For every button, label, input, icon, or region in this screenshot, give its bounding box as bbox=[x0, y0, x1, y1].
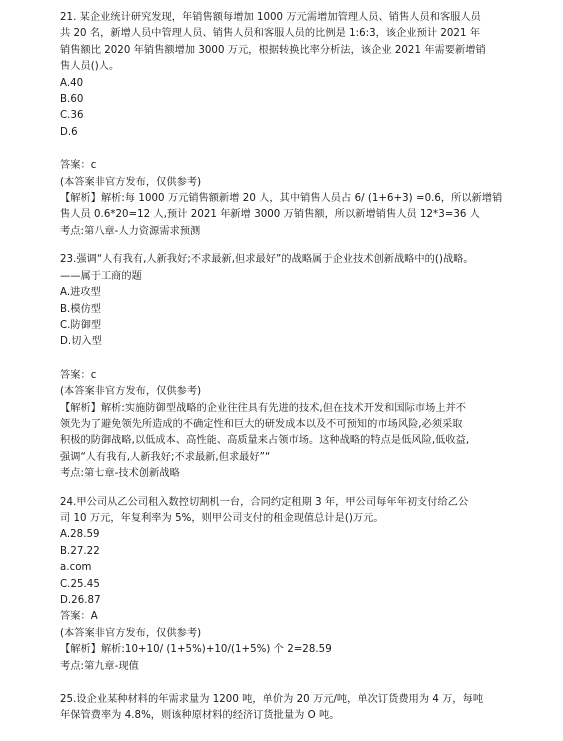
question-23-option-b: B.模仿型 bbox=[60, 303, 102, 315]
question-23-option-a: A.进攻型 bbox=[60, 287, 101, 299]
question-21-analysis-line: 【解析】解析:每 1000 万元销售额新增 20 人，其中销售人员占 6/ (1+6+3) =0.6，所以新增销 bbox=[60, 193, 503, 205]
question-21-analysis-line: 售人员 0.6*20=12 人,预计 2021 年新增 3000 万销售额，所以新增销售人员 12*3=36 人 bbox=[60, 209, 480, 221]
question-21-option-b: B.60 bbox=[60, 94, 84, 106]
question-21-stem-line: 共 20 名，新增人员中管理人员、销售人员和客服人员的比例是 1:6:3，该企业预计 2021 年 bbox=[60, 28, 481, 40]
question-23-analysis-line: 积极的防御战略,以低成本、高性能、高质量来占领市场。这种战略的特点是低风险,低收益, bbox=[60, 435, 470, 447]
question-24-option-a: A.28.59 bbox=[60, 529, 100, 541]
question-23-point: 考点:第七章-技术创新战略 bbox=[60, 468, 180, 480]
question-21-option-d: D.6 bbox=[60, 126, 78, 138]
question-23-option-c: C.防御型 bbox=[60, 319, 102, 331]
question-24-option-c: C.25.45 bbox=[60, 578, 100, 590]
question-23-note: (本答案非官方发布，仅供参考) bbox=[60, 386, 202, 398]
question-24-analysis-line: 【解析】解析:10+10/ (1+5%)+10/(1+5%) 个 2=28.59 bbox=[60, 644, 332, 656]
question-24-stem-line: 司 10 万元，年复利率为 5%，则甲公司支付的租金现值总计是()万元。 bbox=[60, 512, 384, 524]
question-24-answer: 答案：A bbox=[60, 611, 98, 623]
question-21-option-c: C.36 bbox=[60, 110, 84, 122]
question-21-stem-line: 销售额比 2020 年销售额增加 3000 万元，根据转换比率分析法，该企业 2021 年需要新增销 bbox=[60, 44, 486, 56]
question-21-answer: 答案：c bbox=[60, 160, 97, 172]
question-21-stem-line: 21. 某企业统计研究发现，年销售额每增加 1000 万元需增加管理人员、销售人员和客服人员 bbox=[60, 12, 481, 23]
question-21-note: (本答案非官方发布，仅供参考) bbox=[60, 176, 202, 188]
question-23-answer: 答案：c bbox=[60, 369, 97, 381]
question-25 bbox=[60, 692, 537, 725]
question-23-analysis-line: 【解析】解析:实施防御型战略的企业往往具有先进的技术,但在技术开发和国际市场上并不 bbox=[60, 402, 467, 414]
question-25-stem-line: 年保管费率为 4.8%，则该种原材料的经济订货批量为 O 吨。 bbox=[60, 710, 340, 722]
question-23-stem-line: 23.强调“人有我有,人新我好;不求最新,但求最好”的战略属于企业技术创新战略中的()战略。 bbox=[60, 254, 474, 266]
question-24-option-b: B.27.22 bbox=[60, 545, 100, 557]
question-23 bbox=[60, 252, 537, 482]
question-24-stem-line: 24.甲公司从乙公司租入数控切割机一台，合同约定租期 3 年，甲公司每年年初支付给乙公 bbox=[60, 496, 469, 508]
question-23-analysis-line: 强调“人有我有,人新我好;不求最新,但求最好”“ bbox=[60, 451, 271, 463]
question-21-option-a: A.40 bbox=[60, 77, 84, 89]
question-24 bbox=[60, 495, 537, 675]
question-24-point: 考点:第九章-现值 bbox=[60, 660, 139, 672]
question-21 bbox=[60, 10, 537, 240]
question-23-option-d: D.切入型 bbox=[60, 336, 102, 348]
question-21-point: 考点:第八章-人力资源需求预测 bbox=[60, 225, 201, 237]
question-21-stem-line: 售人员()人。 bbox=[60, 61, 120, 73]
question-25-stem-line: 25.设企业某种材料的年需求量为 1200 吨，单价为 20 万元/吨，单次订货费用为 4 万，每吨 bbox=[60, 694, 484, 706]
question-23-analysis-line: 领先为了避免领先所造成的不确定性和巨大的研发成本以及不可预知的市场风险,必须采取 bbox=[60, 418, 463, 430]
question-23-stem-line: ——属于工商的题 bbox=[60, 270, 142, 282]
question-24-note: (本答案非官方发布，仅供参考) bbox=[60, 627, 202, 639]
question-24-option-d: D.26.87 bbox=[60, 595, 101, 606]
question-24-watermark-text: a.com bbox=[60, 562, 92, 574]
